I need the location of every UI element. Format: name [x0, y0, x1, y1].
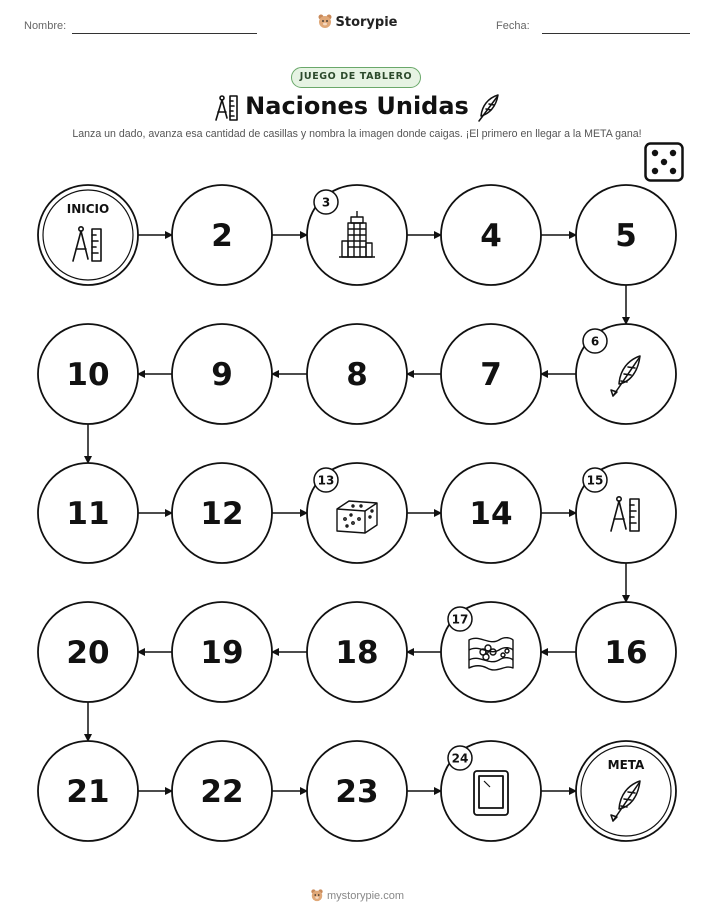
board-cell-inicio — [38, 185, 138, 285]
bear-mascot-icon — [310, 888, 324, 902]
cell-number: 19 — [200, 635, 244, 671]
cell-number: 10 — [66, 357, 110, 393]
board-cell — [172, 324, 272, 424]
board-cell — [441, 463, 541, 563]
board-cell — [307, 463, 407, 563]
cell-number: 18 — [335, 635, 379, 671]
cell-number-badge: 24 — [451, 751, 469, 766]
cell-number: 16 — [604, 635, 648, 671]
board-cell — [172, 602, 272, 702]
cell-number: 21 — [66, 774, 110, 810]
board-cell — [576, 463, 676, 563]
board-cell — [441, 741, 541, 841]
footer — [0, 888, 714, 902]
board-cell — [441, 602, 541, 702]
cell-number: 4 — [480, 218, 502, 254]
board-cell — [38, 741, 138, 841]
cell-number: 11 — [66, 496, 110, 532]
cell-number: 20 — [66, 635, 110, 671]
cell-number: 7 — [480, 357, 502, 393]
cell-number-badge: 17 — [451, 612, 469, 627]
board-cell — [38, 463, 138, 563]
board-cell — [441, 185, 541, 285]
board-cell — [307, 185, 407, 285]
board-cell — [38, 324, 138, 424]
instructions: Lanza un dado, avanza esa cantidad de casillas y nombra la imagen donde caigas. ¡El primero en llegar a la META gana! — [72, 128, 642, 140]
board-cell — [172, 463, 272, 563]
board-cell-meta — [576, 741, 676, 841]
board-cell — [576, 602, 676, 702]
board-cell — [38, 602, 138, 702]
board-cell — [172, 185, 272, 285]
cell-number-badge: 15 — [586, 473, 604, 488]
board-cell — [576, 185, 676, 285]
footer-url: mystorypie.com — [326, 890, 405, 902]
board-cell — [307, 324, 407, 424]
board-cell — [307, 602, 407, 702]
game-type-badge: JUEGO DE TABLERO — [291, 67, 421, 88]
cell-number: 8 — [346, 357, 368, 393]
board-cell — [576, 324, 676, 424]
board-cell — [307, 741, 407, 841]
cell-number: 14 — [469, 496, 513, 532]
cell-number-badge: 6 — [590, 334, 600, 349]
cell-number: 9 — [211, 357, 233, 393]
cell-number: 22 — [200, 774, 244, 810]
cell-number-badge: 3 — [321, 195, 331, 210]
cell-number: 12 — [200, 496, 244, 532]
page-title: Naciones Unidas — [245, 92, 469, 120]
cell-number-badge: 13 — [317, 473, 335, 488]
board-cell — [172, 741, 272, 841]
date-label: Fecha: — [496, 20, 530, 32]
cell-label: INICIO — [66, 202, 110, 216]
cell-number: 5 — [615, 218, 637, 254]
brand-name: Storypie — [335, 15, 398, 30]
cell-label: META — [607, 758, 645, 772]
cell-number: 23 — [335, 774, 379, 810]
cell-number: 2 — [211, 218, 233, 254]
name-label: Nombre: — [24, 20, 67, 32]
board-cell — [441, 324, 541, 424]
